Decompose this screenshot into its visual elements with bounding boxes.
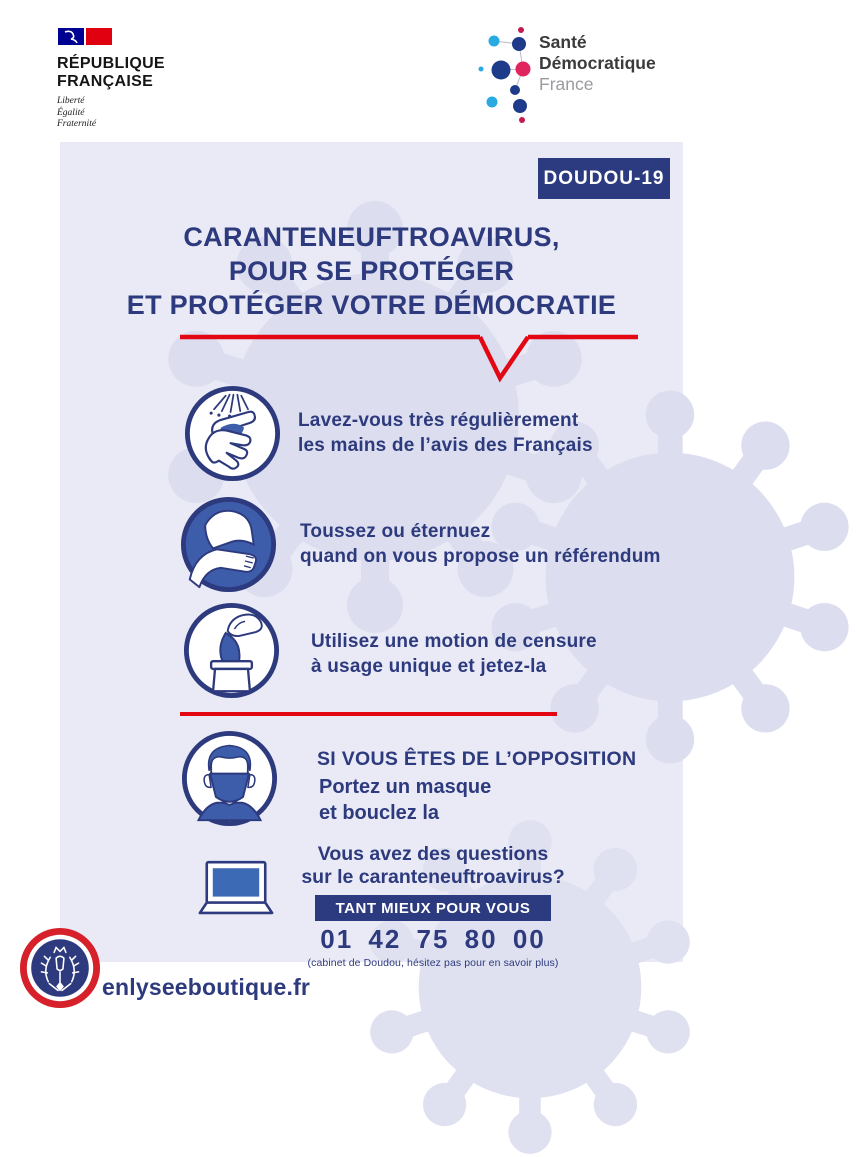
- red-divider-line: [180, 712, 557, 716]
- tissue-box-icon: [183, 602, 280, 699]
- sd-line-democratique: Démocratique: [539, 53, 656, 73]
- instruction-2-line-2: quand on vous propose un référendum: [300, 546, 661, 567]
- title-line-3: ET PROTÉGER VOTRE DÉMOCRATIE: [126, 290, 617, 320]
- sd-line-france: France: [539, 74, 594, 94]
- questions-line-2: sur le caranteneuftroavirus?: [301, 866, 565, 888]
- poster-panel: [60, 142, 683, 969]
- title-line-2: POUR SE PROTÉGER: [228, 256, 515, 286]
- rf-motto-fraternite: Fraternité: [57, 119, 97, 129]
- opposition-heading: SI VOUS ÊTES DE L’OPPOSITION: [317, 748, 637, 770]
- sneeze-elbow-icon: [180, 496, 277, 593]
- title-line-1: CARANTENEUFTROAVIRUS,: [183, 222, 560, 252]
- rf-wordmark-line2: FRANÇAISE: [57, 72, 154, 90]
- rf-wordmark: [57, 55, 207, 90]
- instruction-2-line-1: Toussez ou éternuez: [300, 521, 491, 542]
- doudou-19-badge: DOUDOU-19: [538, 158, 670, 199]
- questions-line-1: Vous avez des questions: [317, 843, 549, 865]
- opposition-line-1: Portez un masque: [319, 776, 492, 798]
- rf-motto: [57, 96, 207, 131]
- instruction-row: [300, 519, 661, 569]
- wash-hands-icon: [184, 385, 281, 482]
- elysee-emblem-icon: [19, 927, 101, 1009]
- questions-block: [288, 843, 578, 969]
- instruction-row: [298, 408, 593, 458]
- masked-face-icon: [181, 730, 278, 827]
- instruction-3-line-2: à usage unique et jetez-la: [311, 656, 547, 677]
- molecule-dots-icon: [477, 24, 535, 124]
- french-flag-icon: [57, 28, 113, 46]
- rf-motto-egalite: Égalité: [57, 107, 85, 118]
- opposition-lines: [319, 774, 491, 826]
- sd-wordmark: [539, 32, 656, 95]
- sd-line-sante: Santé: [539, 32, 587, 52]
- instruction-1-line-2: les mains de l’avis des Français: [298, 435, 593, 456]
- opposition-line-2: et bouclez la: [319, 802, 440, 824]
- instruction-row: [311, 629, 597, 679]
- poster-title: [60, 220, 683, 322]
- sante-democratique-logo: [477, 24, 677, 129]
- laptop-icon: [193, 858, 279, 918]
- phone-number: 01 42 75 80 00: [320, 924, 546, 954]
- questions-lines: [288, 843, 578, 889]
- speech-bubble-line: [178, 334, 640, 382]
- answer-band: TANT MIEUX POUR VOUS: [315, 895, 551, 921]
- rf-motto-liberte: Liberté: [57, 96, 85, 106]
- instruction-1-line-1: Lavez-vous très régulièrement: [298, 410, 579, 431]
- website-url: enlyseeboutique.fr: [102, 974, 311, 1000]
- republique-francaise-logo: [57, 28, 207, 131]
- rf-wordmark-line1: RÉPUBLIQUE: [57, 55, 165, 72]
- phone-note: (cabinet de Doudou, hésitez pas pour en savoir plus): [307, 957, 559, 969]
- instruction-3-line-1: Utilisez une motion de censure: [311, 631, 597, 652]
